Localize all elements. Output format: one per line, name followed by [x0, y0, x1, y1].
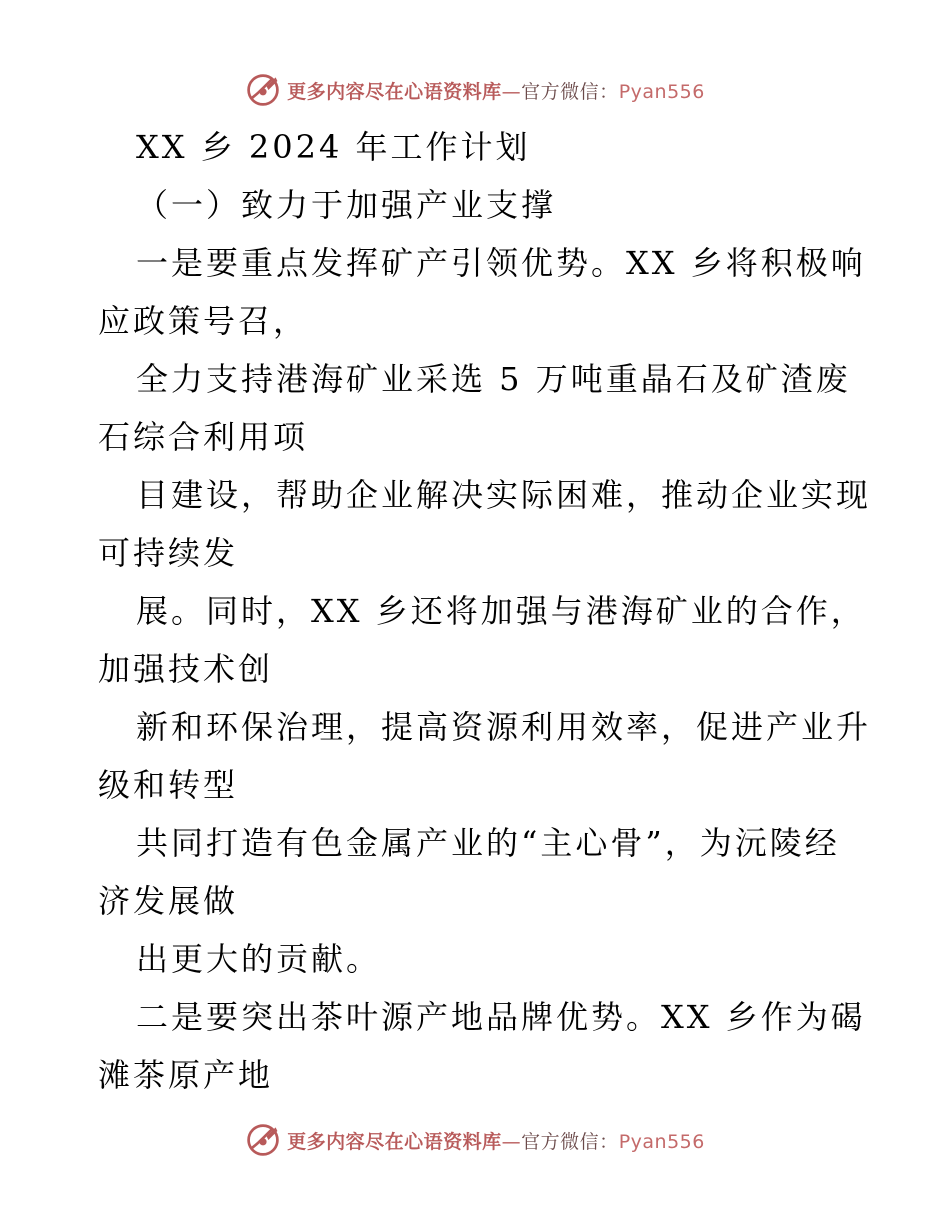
text-line: 济发展做: [98, 882, 239, 920]
text-line: 全力支持港海矿业采选 5 万吨重晶石及矿渣废: [136, 360, 851, 398]
text-line: 应政策号召，: [98, 302, 309, 340]
text-line: 共同打造有色金属产业的“主心骨”，为沅陵经: [136, 824, 840, 862]
document-body: [98, 118, 872, 1104]
watermark-separator: —: [501, 80, 522, 103]
text-line: 一是要重点发挥矿产引领优势。XX 乡将积极响: [136, 244, 866, 282]
watermark-official: 官方微信：: [521, 80, 619, 103]
watermark-text: [287, 77, 705, 104]
watermark-text: [287, 1127, 705, 1154]
text-line: 出更大的贡献。: [136, 940, 382, 978]
watermark-official: 官方微信：: [521, 1130, 619, 1153]
text-line: 可持续发: [98, 534, 239, 572]
text-line: 滩茶原产地: [98, 1056, 274, 1094]
text-line: 级和转型: [98, 766, 239, 804]
watermark-brand: 更多内容尽在心语资料库: [287, 80, 502, 103]
watermark-id: Pyan556: [618, 80, 705, 103]
text-line: 加强技术创: [98, 650, 274, 688]
text-line: 二是要突出茶叶源产地品牌优势。XX 乡作为碣: [136, 998, 866, 1036]
text-line: 石综合利用项: [98, 418, 309, 456]
watermark-brand: 更多内容尽在心语资料库: [287, 1130, 502, 1153]
text-line: （一）致力于加强产业支撑: [136, 186, 557, 224]
watermark-footer: [0, 1120, 950, 1160]
watermark-id: Pyan556: [618, 1130, 705, 1153]
text-line: XX 乡 2024 年工作计划: [136, 128, 531, 166]
text-line: 目建设，帮助企业解决实际困难，推动企业实现: [136, 476, 872, 514]
pen-logo-icon: [245, 72, 281, 108]
text-line: 展。同时，XX 乡还将加强与港海矿业的合作，: [136, 592, 866, 630]
text-line: 新和环保治理，提高资源利用效率，促进产业升: [136, 708, 872, 746]
watermark-group: [245, 72, 705, 108]
watermark-separator: —: [501, 1130, 522, 1153]
pen-logo-icon: [245, 1122, 281, 1158]
watermark-group: [245, 1122, 705, 1158]
watermark-header: [0, 70, 950, 110]
